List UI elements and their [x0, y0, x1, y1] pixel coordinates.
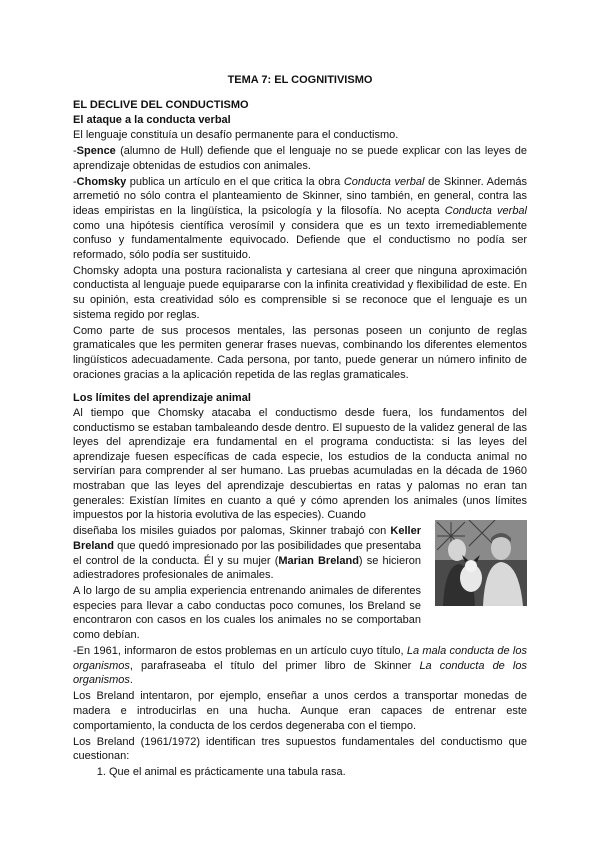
bold-name: Keller Breland [73, 525, 421, 552]
paragraph: diseñaba los misiles guiados por palomas, Skinner trabajó con Keller Breland que quedó impresionado por las posibilidades que presentaba el control de la conducta. Él y su mujer (Marian Breland) se hicieron adiestradores profesionales de animales. [73, 525, 421, 582]
numbered-list [73, 765, 527, 780]
wrapped-text [73, 524, 421, 644]
paragraph: -Spence (alumno de Hull) defiende que el lenguaje no se puede explicar con las leyes de aprendizaje obtenidas de estudios con animales. [73, 145, 527, 172]
paragraph: Como parte de sus procesos mentales, las personas poseen un conjunto de reglas gramaticales que les permiten generar frases nuevas, combinando los diferentes elementos lingüísticos adecuadamente. Cada persona, por tanto, puede generar un número infinito de oraciones gracias a la aplicación repetida de las reglas gramaticales. [73, 324, 527, 381]
book-title: La conducta de los organismos [73, 659, 527, 687]
paragraph: Chomsky adopta una postura racionalista y cartesiana al creer que ninguna aproximación conductista al lenguaje puede equipararse con la infinita creatividad y flexibilidad de este. En su opinión, esta creatividad sólo es comprensible si se reconoce que el lenguaje es un sistema regido por reglas. [73, 264, 527, 321]
bold-name: Marian Breland [278, 554, 359, 567]
list-item: 1. Que el animal es prácticamente una tabula rasa. [109, 765, 527, 780]
text-with-photo [73, 524, 527, 644]
paragraph: Los Breland intentaron, por ejemplo, enseñar a unos cerdos a transportar monedas de madera e introducirlas en una hucha. Aunque eran capaces de entrenar este comportamiento, la conducta de los cerdos degeneraba con el tiempo. [73, 690, 527, 732]
paragraph: -En 1961, informaron de estos problemas en un artículo cuyo título, La mala conducta de los organismos, parafraseaba el título del primer libro de Skinner La conducta de los organismos. [73, 645, 527, 687]
breland-photo [435, 520, 527, 606]
bold-name: Chomsky [76, 175, 127, 188]
paragraph: Al tiempo que Chomsky atacaba el conductismo desde fuera, los fundamentos del conductismo se estaban tambaleando desde dentro. El supuesto de la validez general de las leyes del aprendizaje era fundamental en el programa conductista: si las leyes del aprendizaje fuesen específicas de cada especie, los estudios de la conducta animal no servirían para comprender al ser humano. Las pruebas acumuladas en la década de 1960 mostraban que las leyes del aprendizaje descubiertas en ratas y palomas no eran tan generales: Existían límites en cuanto a qué y cómo aprenden los animales (unos límites impuestos por la historia evolutiva de las especies). Cuando [73, 407, 527, 522]
paragraph: El lenguaje constituía un desafío permanente para el conductismo. [73, 129, 399, 141]
book-title: Conducta verbal [444, 204, 527, 217]
paragraph: A lo largo de su amplia experiencia entrenando animales de diferentes especies para llevar a cabo conductas poco comunes, los Breland se encontraron con casos en los cuales los animales no se comportaban como debían. [73, 585, 421, 641]
article-title: La mala conducta de los organismos [73, 645, 527, 672]
subsection-heading: Los límites del aprendizaje animal [73, 392, 251, 405]
page-title: TEMA 7: EL COGNITIVISMO [227, 74, 373, 86]
document-body [73, 98, 527, 780]
section-heading: EL DECLIVE DEL CONDUCTISMO [73, 99, 249, 111]
paragraph: Los Breland (1961/1972) identifican tres supuestos fundamentales del conductismo que cuestionan: [73, 735, 527, 763]
photo-illustration [435, 520, 527, 606]
subsection-heading: El ataque a la conducta verbal [73, 114, 231, 126]
bold-name: Spence [76, 145, 116, 158]
paragraph: -Chomsky publica un artículo en el que critica la obra Conducta verbal de Skinner. Además arremetió no sólo contra el planteamiento de Skinner, sino también, en general, contra las ideas empiristas en la lingüística, la psicología y la filosofía. No acepta Conducta verbal como una hipótesis científica verosímil y considera que es un texto irremediablemente confuso y fundamentalmente equivocado. Defiende que el conductismo no podía ser reformado, sólo podía ser sustituido. [73, 175, 527, 261]
book-title: Conducta verbal [343, 175, 425, 188]
